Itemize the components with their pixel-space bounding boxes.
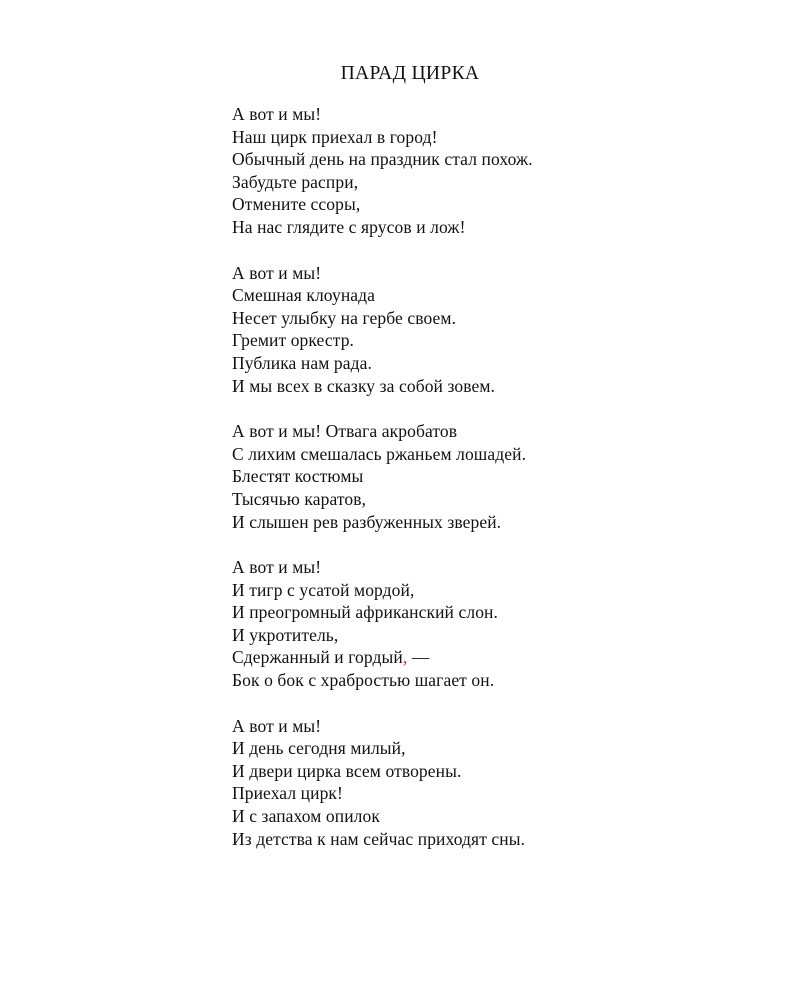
poem-line-dash: — <box>407 647 430 668</box>
poem-line: Из детства к нам сейчас приходят сны. <box>232 828 526 849</box>
stanza-4 <box>232 556 752 692</box>
poem-line: И с запахом опилок <box>232 806 380 827</box>
poem-line-text: Сдержанный и гордый <box>232 647 403 668</box>
poem-line <box>232 646 752 669</box>
poem-line: И укротитель, <box>232 624 339 645</box>
poem-line: И тигр с усатой мордой, <box>232 579 415 600</box>
poem-line: А вот и мы! <box>232 557 322 578</box>
poem-line: А вот и мы! Отвага акробатов <box>232 421 458 442</box>
poem-body <box>232 103 752 873</box>
poem-line: Блестят костюмы <box>232 466 364 487</box>
poem-line: А вот и мы! <box>232 104 322 124</box>
correction-mark: , <box>402 647 408 668</box>
poem-line: Несет улыбку на гербе своем. <box>232 307 457 328</box>
poem-line: И мы всех в сказку за собой зовем. <box>232 375 496 396</box>
poem-line: Наш цирк приехал в город! <box>232 126 438 147</box>
poem-line: И двери цирка всем отворены. <box>232 760 462 781</box>
stanza-5 <box>232 715 752 851</box>
poem-line: И день сегодня милый, <box>232 738 406 759</box>
poem-line: Смешная клоунада <box>232 285 376 306</box>
poem-line: Обычный день на праздник стал похож. <box>232 149 533 170</box>
poem-line: Публика нам рада. <box>232 352 372 373</box>
stanza-1 <box>232 103 752 239</box>
poem-line: Приехал цирк! <box>232 783 343 804</box>
poem-title: ПАРАД ЦИРКА <box>340 62 480 84</box>
stanza-2 <box>232 262 752 398</box>
stanza-3 <box>232 420 752 533</box>
poem-line: С лихим смешалась ржаньем лошадей. <box>232 443 527 464</box>
poem-line: Забудьте распри, <box>232 171 359 192</box>
poem-line: На нас глядите с ярусов и лож! <box>232 216 466 237</box>
poem-line: Бок о бок с храбростью шагает он. <box>232 670 495 691</box>
poem-line: И слышен рев разбуженных зверей. <box>232 511 502 532</box>
poem-line: Отмените ссоры, <box>232 194 361 215</box>
poem-line: А вот и мы! <box>232 262 322 283</box>
poem-line: А вот и мы! <box>232 715 322 736</box>
poem-line: Тысячью каратов, <box>232 488 367 509</box>
poem-line: И преогромный африканский слон. <box>232 602 498 623</box>
poem-line: Гремит оркестр. <box>232 330 355 351</box>
